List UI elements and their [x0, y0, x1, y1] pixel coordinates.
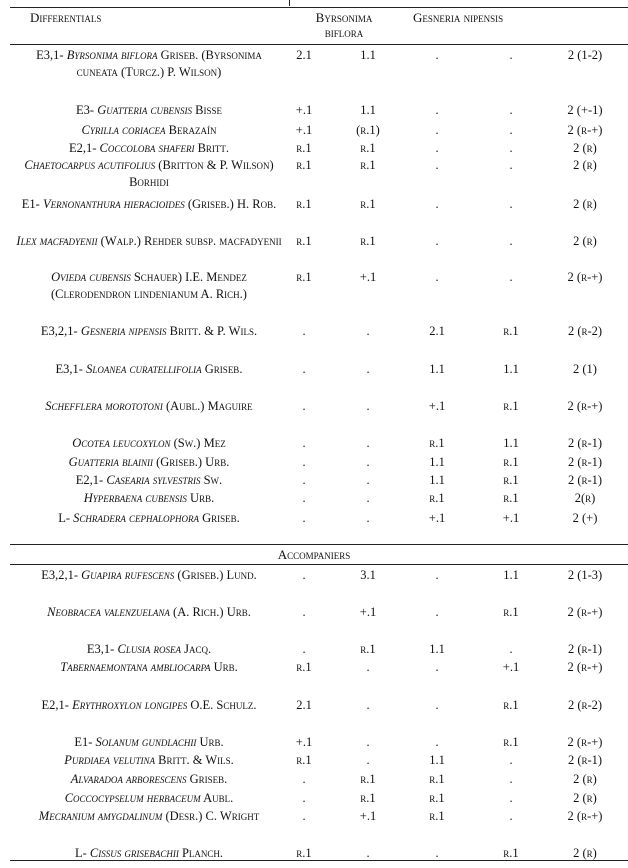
byrsonima-value-2: .: [366, 436, 370, 450]
gesneria-value-1: r.1: [429, 436, 445, 450]
byrsonima-value-2: 1.1: [360, 103, 376, 117]
species-name: [14, 196, 284, 213]
frequency-value: 2 (r): [573, 158, 597, 172]
frequency-value: 2 (r-1): [567, 642, 603, 656]
gesneria-value-1: 1.1: [429, 753, 445, 767]
gesneria-value-1: 1.1: [429, 362, 445, 376]
species-authority: (Britton & P. Wilson) Borhidi: [129, 158, 274, 189]
species-binomial: Chaetocarpus acutifolius: [24, 158, 156, 172]
byrsonima-value-1: +.1: [295, 103, 313, 117]
species-authority: Griseb.: [186, 772, 228, 786]
species-name: [14, 752, 284, 769]
species-authority: (Aubl.) Maguire: [162, 399, 253, 413]
frequency-value: 2 (r-1): [567, 455, 603, 469]
gesneria-value-1: .: [435, 197, 439, 211]
species-name: [14, 361, 284, 378]
species-binomial: Ocotea leucoxylon: [72, 436, 171, 450]
gesneria-value-1: .: [435, 234, 439, 248]
gesneria-value-2: .: [509, 197, 513, 211]
gesneria-value-1: .: [435, 270, 439, 284]
byrsonima-value-2: r.1: [360, 642, 376, 656]
species-name: [14, 490, 284, 507]
byrsonima-value-2: .: [366, 735, 370, 749]
species-binomial: Vernonanthura hieracioides: [42, 197, 185, 211]
frequency-value: 2 (+): [572, 511, 598, 525]
species-binomial: Erythroxylon longipes: [72, 698, 188, 712]
byrsonima-value-2: r.1: [360, 234, 376, 248]
species-prefix: L-: [58, 511, 74, 525]
byrsonima-value-1: r.1: [296, 197, 312, 211]
species-binomial: Schefflera morototoni: [45, 399, 163, 413]
species-name: [14, 604, 284, 621]
byrsonima-value-2: 1.1: [360, 48, 376, 62]
species-authority: O.E. Schulz.: [187, 698, 257, 712]
species-authority: Schauer) I.E. Mendez (Clerodendron lindenianum A. Rich.): [51, 270, 247, 301]
gesneria-value-2: .: [509, 270, 513, 284]
gesneria-value-2: 1.1: [503, 362, 519, 376]
species-binomial: Byrsonima biflora: [66, 48, 158, 62]
species-name: [14, 454, 284, 471]
byrsonima-value-1: r.1: [296, 846, 312, 860]
species-binomial: Purdiaea velutina: [64, 753, 155, 767]
gesneria-value-2: r.1: [503, 324, 519, 338]
species-prefix: E1-: [21, 197, 43, 211]
species-binomial: Ovieda cubensis: [51, 270, 131, 284]
frequency-value: 2 (r): [573, 141, 597, 155]
byrsonima-value-2: r.1: [360, 197, 376, 211]
gesneria-value-2: .: [509, 103, 513, 117]
byrsonima-value-1: r.1: [296, 158, 312, 172]
gesneria-value-2: r.1: [503, 473, 519, 487]
byrsonima-value-1: .: [302, 642, 306, 656]
species-binomial: Casearia sylvestris: [106, 473, 201, 487]
gesneria-value-2: r.1: [503, 399, 519, 413]
gesneria-value-1: .: [435, 735, 439, 749]
gesneria-value-1: 1.1: [429, 455, 445, 469]
frequency-value: 2 (r-+): [567, 735, 603, 749]
species-authority: (A. Rich.) Urb.: [169, 605, 251, 619]
gesneria-value-2: .: [509, 642, 513, 656]
species-name: [14, 323, 284, 340]
gesneria-value-1: 1.1: [429, 642, 445, 656]
species-authority: Griseb. (Byrsonima cuneata (Turcz.) P. Wilson): [76, 48, 262, 79]
gesneria-value-2: .: [509, 809, 513, 823]
frequency-value: 2 (r-1): [567, 753, 603, 767]
gesneria-value-1: +.1: [428, 399, 446, 413]
byrsonima-value-2: +.1: [359, 270, 377, 284]
byrsonima-value-1: .: [302, 473, 306, 487]
species-binomial: Hyperbaena cubensis: [83, 491, 187, 505]
gesneria-value-1: r.1: [429, 791, 445, 805]
gesneria-value-1: r.1: [429, 772, 445, 786]
section-accompaniers: Accompaniers: [277, 547, 351, 562]
byrsonima-value-1: 2.1: [296, 48, 312, 62]
gesneria-value-1: r.1: [429, 491, 445, 505]
byrsonima-value-1: .: [302, 791, 306, 805]
species-name: [14, 398, 284, 415]
byrsonima-value-2: .: [366, 455, 370, 469]
species-prefix: E3,1-: [86, 642, 118, 656]
byrsonima-value-1: .: [302, 605, 306, 619]
byrsonima-value-2: .: [366, 362, 370, 376]
gesneria-value-2: +.1: [502, 660, 520, 674]
species-authority: Griseb.: [199, 511, 240, 525]
gesneria-value-2: .: [509, 158, 513, 172]
byrsonima-value-1: r.1: [296, 141, 312, 155]
species-name: [14, 510, 284, 527]
species-binomial: Guapira rufescens: [81, 568, 175, 582]
frequency-value: 2 (r-1): [567, 436, 603, 450]
byrsonima-value-2: .: [366, 324, 370, 338]
species-name: [14, 808, 284, 825]
species-name: [14, 435, 284, 452]
species-authority: Urb.: [210, 660, 238, 674]
species-binomial: Tabernaemontana ambliocarpa: [60, 660, 211, 674]
byrsonima-value-2: .: [366, 399, 370, 413]
species-authority: Urb.: [186, 491, 215, 505]
gesneria-value-1: .: [435, 123, 439, 137]
byrsonima-value-1: .: [302, 455, 306, 469]
byrsonima-value-2: .: [366, 660, 370, 674]
byrsonima-value-1: .: [302, 436, 306, 450]
gesneria-value-2: .: [509, 791, 513, 805]
species-name: [14, 472, 284, 489]
gesneria-value-1: 1.1: [429, 473, 445, 487]
byrsonima-value-2: .: [366, 846, 370, 860]
species-name: [14, 659, 284, 676]
frequency-value: 2 (r-2): [567, 324, 603, 338]
byrsonima-value-1: r.1: [296, 753, 312, 767]
species-name: [14, 567, 284, 584]
species-name: [14, 140, 284, 157]
byrsonima-value-1: .: [302, 809, 306, 823]
species-name: [14, 697, 284, 714]
header-byrsonima-biflora: Byrsonima biflora: [315, 10, 373, 40]
species-name: [14, 233, 284, 250]
species-prefix: E2,1-: [41, 698, 73, 712]
byrsonima-value-1: +.1: [295, 735, 313, 749]
species-authority: Bisse: [192, 103, 222, 117]
frequency-value: 2 (r-+): [567, 605, 603, 619]
frequency-value: 2 (r-+): [567, 270, 603, 284]
species-name: [14, 102, 284, 119]
byrsonima-value-2: .: [366, 753, 370, 767]
byrsonima-value-2: +.1: [359, 809, 377, 823]
gesneria-value-2: .: [509, 123, 513, 137]
byrsonima-value-2: r.1: [360, 791, 376, 805]
species-binomial: Alvaradoa arborescens: [70, 772, 187, 786]
frequency-value: 2 (r): [573, 772, 597, 786]
species-prefix: E3,1-: [36, 48, 67, 62]
species-authority: Berazaín: [165, 123, 217, 137]
byrsonima-value-1: r.1: [296, 270, 312, 284]
species-authority: (Walp.) Rehder subsp. macfadyenii: [97, 234, 282, 248]
species-binomial: Ilex macfadyenii: [16, 234, 98, 248]
frequency-value: 2(r): [574, 491, 596, 505]
header-bottom-rule: [10, 44, 628, 45]
species-binomial: Solanum gundlachii: [95, 735, 197, 749]
species-binomial: Cyrilla coriacea: [81, 123, 166, 137]
species-binomial: Gesneria nipensis: [80, 324, 167, 338]
species-authority: Aubl.: [200, 791, 234, 805]
gesneria-value-2: 1.1: [503, 436, 519, 450]
species-prefix: E3,1-: [55, 362, 87, 376]
byrsonima-value-1: .: [302, 491, 306, 505]
species-authority: Sw.: [200, 473, 223, 487]
frequency-value: 2 (r-+): [567, 809, 603, 823]
species-prefix: E2,1-: [68, 141, 100, 155]
gesneria-value-1: 2.1: [429, 324, 445, 338]
byrsonima-value-1: .: [302, 399, 306, 413]
gesneria-value-2: 1.1: [503, 568, 519, 582]
byrsonima-value-2: .: [366, 491, 370, 505]
species-binomial: Guatteria blainii: [68, 455, 153, 469]
species-prefix: E3-: [76, 103, 98, 117]
species-prefix: E1-: [74, 735, 96, 749]
species-authority: Urb.: [196, 735, 224, 749]
species-name: [14, 269, 284, 303]
species-name: [14, 734, 284, 751]
species-binomial: Guatteria cubensis: [97, 103, 193, 117]
gesneria-value-1: .: [435, 103, 439, 117]
gesneria-value-2: .: [509, 234, 513, 248]
species-authority: Griseb.: [201, 362, 243, 376]
species-prefix: E2,1-: [75, 473, 107, 487]
frequency-value: 2 (r): [573, 791, 597, 805]
gesneria-value-1: .: [435, 605, 439, 619]
frequency-value: 2 (1-3): [567, 568, 603, 582]
byrsonima-value-2: r.1: [360, 158, 376, 172]
frequency-value: 2 (1-2): [567, 48, 603, 62]
species-binomial: Sloanea curatellifolia: [86, 362, 202, 376]
gesneria-value-2: r.1: [503, 735, 519, 749]
species-binomial: Cissus grisebachii: [89, 846, 179, 860]
byrsonima-value-1: .: [302, 772, 306, 786]
gesneria-value-2: r.1: [503, 605, 519, 619]
frequency-value: 2 (r): [573, 197, 597, 211]
frequency-value: 2 (r-1): [567, 473, 603, 487]
byrsonima-value-2: .: [366, 511, 370, 525]
byrsonima-value-1: .: [302, 511, 306, 525]
frequency-value: 2 (1): [573, 362, 597, 376]
frequency-value: 2 (r-+): [567, 660, 603, 674]
species-authority: (Griseb.) H. Rob.: [184, 197, 277, 211]
gesneria-value-2: +.1: [502, 511, 520, 525]
gesneria-value-2: r.1: [503, 455, 519, 469]
gesneria-value-1: r.1: [429, 809, 445, 823]
header-differentials: Differentials: [30, 10, 102, 25]
gesneria-value-1: .: [435, 698, 439, 712]
gesneria-value-2: r.1: [503, 846, 519, 860]
species-binomial: Coccoloba shaferi: [99, 141, 195, 155]
frequency-value: 2 (r): [573, 234, 597, 248]
gesneria-value-2: .: [509, 753, 513, 767]
gesneria-value-2: .: [509, 48, 513, 62]
species-authority: (Griseb.) Urb.: [152, 455, 230, 469]
gesneria-value-1: .: [435, 846, 439, 860]
frequency-value: 2 (+-1): [567, 103, 603, 117]
gesneria-value-1: .: [435, 141, 439, 155]
byrsonima-value-1: 2.1: [296, 698, 312, 712]
byrsonima-value-2: (r.1): [356, 123, 380, 137]
byrsonima-value-1: .: [302, 324, 306, 338]
gesneria-value-1: .: [435, 568, 439, 582]
species-name: [14, 771, 284, 788]
species-binomial: Neobracea valenzuelana: [47, 605, 170, 619]
species-authority: Britt. & P. Wils.: [166, 324, 258, 338]
table-top-rule: [10, 7, 628, 8]
frequency-value: 2 (r-+): [567, 123, 603, 137]
species-authority: (Sw.) Mez: [170, 436, 226, 450]
species-authority: (Griseb.) Lund.: [174, 568, 257, 582]
byrsonima-value-1: r.1: [296, 660, 312, 674]
species-name: [14, 157, 284, 191]
byrsonima-value-1: .: [302, 362, 306, 376]
species-prefix: E3,2,1-: [41, 568, 82, 582]
byrsonima-value-2: .: [366, 473, 370, 487]
gesneria-value-1: .: [435, 48, 439, 62]
species-binomial: Coccocypselum herbaceum: [64, 791, 201, 805]
species-authority: Planch.: [178, 846, 224, 860]
byrsonima-value-2: 3.1: [360, 568, 376, 582]
column-tick: [289, 0, 290, 6]
species-name: [14, 790, 284, 807]
byrsonima-value-1: .: [302, 568, 306, 582]
species-authority: Jacq.: [180, 642, 212, 656]
byrsonima-value-2: r.1: [360, 141, 376, 155]
species-prefix: L-: [74, 846, 90, 860]
gesneria-value-2: r.1: [503, 698, 519, 712]
byrsonima-value-2: +.1: [359, 605, 377, 619]
species-binomial: Schradera cephalophora: [73, 511, 199, 525]
header-gesneria-nipensis: Gesneria nipensis: [413, 10, 504, 25]
frequency-value: 2 (r-+): [567, 399, 603, 413]
table-bottom-rule: [10, 860, 628, 861]
byrsonima-value-1: r.1: [296, 234, 312, 248]
species-authority: (Desr.) C. Wright: [162, 809, 260, 823]
gesneria-value-2: r.1: [503, 491, 519, 505]
section-rule-bottom: [10, 564, 628, 565]
frequency-value: 2 (r): [573, 846, 597, 860]
gesneria-value-2: .: [509, 772, 513, 786]
species-name: [14, 47, 284, 81]
byrsonima-value-2: r.1: [360, 772, 376, 786]
byrsonima-value-2: .: [366, 698, 370, 712]
species-binomial: Mecranium amygdalinum: [38, 809, 163, 823]
species-binomial: Clusia rosea: [117, 642, 181, 656]
byrsonima-value-1: +.1: [295, 123, 313, 137]
species-authority: Britt.: [194, 141, 230, 155]
gesneria-value-1: +.1: [428, 511, 446, 525]
frequency-value: 2 (r-2): [567, 698, 603, 712]
gesneria-value-1: .: [435, 660, 439, 674]
species-prefix: E3,2,1-: [40, 324, 81, 338]
species-name: [14, 122, 284, 139]
section-rule-top: [10, 544, 628, 545]
species-authority: Britt. & Wils.: [154, 753, 234, 767]
gesneria-value-1: .: [435, 158, 439, 172]
gesneria-value-2: .: [509, 141, 513, 155]
species-name: [14, 641, 284, 658]
